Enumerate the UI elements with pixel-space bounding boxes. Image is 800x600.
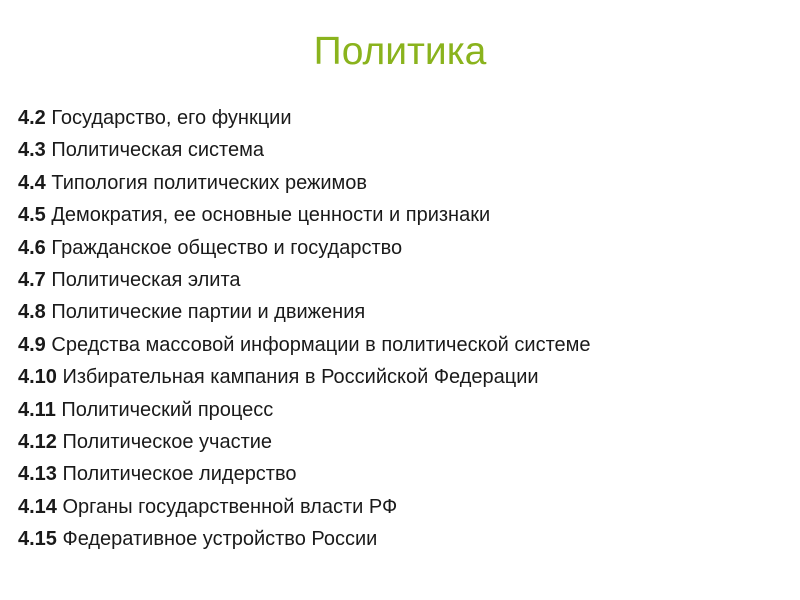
- topic-number: 4.13: [18, 463, 57, 486]
- topic-number: 4.2: [18, 107, 46, 129]
- topic-text: Органы государственной власти РФ: [62, 495, 398, 518]
- topic-text: Избирательная кампания в Российской Федерации: [62, 366, 539, 389]
- list-item: [18, 232, 788, 264]
- topic-text: Государство, его функции: [51, 107, 292, 129]
- topic-text: Гражданское общество и государство: [51, 236, 403, 259]
- topic-text: Демократия, ее основные ценности и признаки: [51, 204, 491, 227]
- topic-number: 4.14: [18, 495, 57, 518]
- topic-text: Федеративное устройство России: [62, 528, 378, 551]
- list-item: [18, 264, 788, 296]
- topic-number: 4.5: [18, 204, 46, 227]
- topic-text: Политические партии и движения: [51, 301, 366, 324]
- topic-number: 4.7: [18, 268, 46, 291]
- list-item: [18, 458, 788, 490]
- topic-text: Типология политических режимов: [51, 171, 368, 194]
- topic-number: 4.10: [18, 366, 57, 389]
- topic-text: Политическое лидерство: [62, 463, 297, 486]
- topic-number: 4.12: [18, 430, 57, 453]
- topic-text: Политическая элита: [51, 268, 241, 291]
- topic-text: Политический процесс: [61, 398, 274, 421]
- list-item: [18, 491, 788, 523]
- topic-number: 4.9: [18, 333, 46, 356]
- topic-number: 4.6: [18, 236, 46, 259]
- list-item: [18, 394, 788, 426]
- topic-number: 4.3: [18, 139, 46, 162]
- list-item: [18, 199, 788, 231]
- slide-title: Политика: [313, 30, 487, 73]
- topic-text: Средства массовой информации в политической системе: [51, 333, 591, 356]
- topic-number: 4.11: [18, 398, 56, 421]
- list-item: [18, 134, 788, 166]
- topic-text: Политическое участие: [62, 430, 273, 453]
- list-item: [18, 329, 788, 361]
- list-item: [18, 167, 788, 199]
- topic-number: 4.15: [18, 528, 57, 551]
- list-item: [18, 102, 788, 134]
- topic-number: 4.8: [18, 301, 46, 324]
- topic-list: [18, 102, 788, 555]
- list-item: [18, 361, 788, 393]
- topic-number: 4.4: [18, 171, 46, 194]
- topic-text: Политическая система: [51, 139, 264, 162]
- list-item: [18, 296, 788, 328]
- list-item: [18, 426, 788, 458]
- list-item: [18, 523, 788, 555]
